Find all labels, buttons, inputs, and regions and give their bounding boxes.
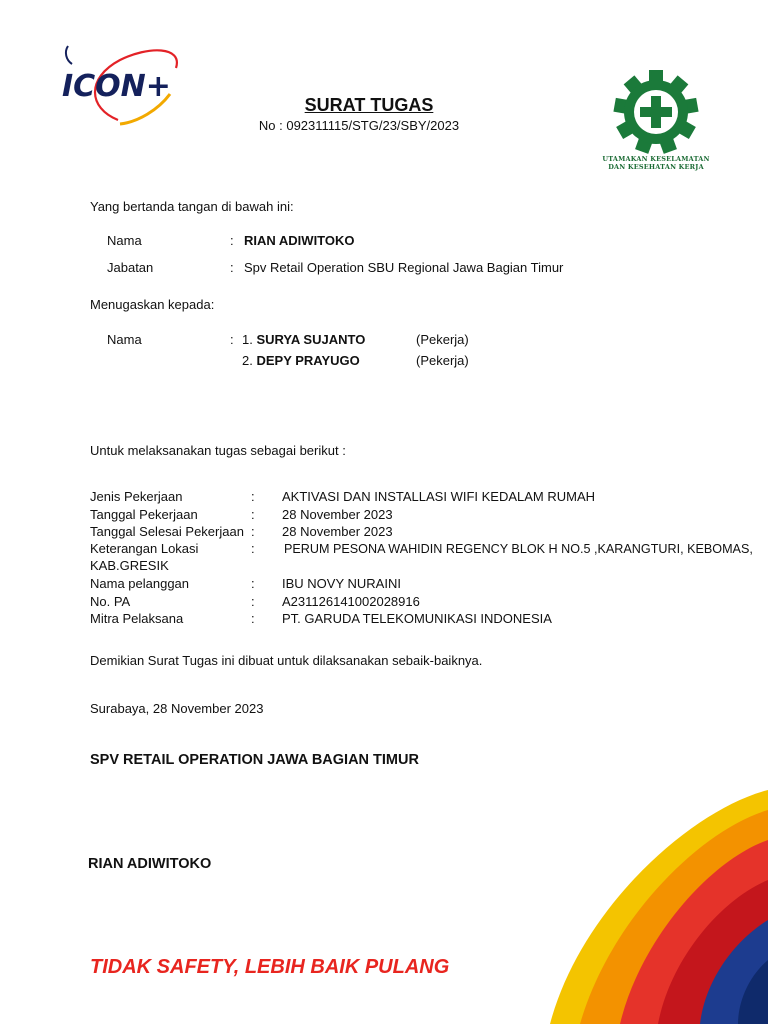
assignee-number: 2. xyxy=(242,353,253,368)
signer-name-value: RIAN ADIWITOKO xyxy=(244,233,355,248)
colon: : xyxy=(251,594,255,609)
signature-title: SPV RETAIL OPERATION JAWA BAGIAN TIMUR xyxy=(90,752,419,768)
k3-caption: UTAMAKAN KESELAMATAN xyxy=(602,155,710,163)
colon: : xyxy=(230,233,234,248)
assignee-label: Nama xyxy=(107,332,142,347)
colon: : xyxy=(251,524,255,539)
task-intro: Untuk melaksanakan tugas sebagai berikut : xyxy=(90,443,346,458)
place-date: Surabaya, 28 November 2023 xyxy=(90,701,264,716)
assignee-role: (Pekerja) xyxy=(416,353,469,368)
document-title: SURAT TUGAS xyxy=(304,95,434,115)
safety-slogan: TIDAK SAFETY, LEBIH BAIK PULANG xyxy=(90,956,450,978)
task-value-continued: KAB.GRESIK xyxy=(90,558,169,573)
signer-position-value: Spv Retail Operation SBU Regional Jawa Bagian Timur xyxy=(244,260,564,275)
task-label: Tanggal Selesai Pekerjaan xyxy=(90,524,244,539)
colon: : xyxy=(251,541,255,556)
task-label: Tanggal Pekerjaan xyxy=(90,507,198,522)
assignee-row xyxy=(242,332,365,348)
task-label: Jenis Pekerjaan xyxy=(90,489,183,504)
task-value: IBU NOVY NURAINI xyxy=(282,576,401,591)
colon: : xyxy=(251,611,255,626)
task-value: PT. GARUDA TELEKOMUNIKASI INDONESIA xyxy=(282,611,552,626)
task-value: 28 November 2023 xyxy=(282,524,393,539)
assignee-number: 1. xyxy=(242,332,253,347)
assign-intro: Menugaskan kepada: xyxy=(90,297,215,312)
closing-text: Demikian Surat Tugas ini dibuat untuk dilaksanakan sebaik-baiknya. xyxy=(90,653,483,668)
assignee-name: DEPY PRAYUGO xyxy=(256,353,360,368)
colon: : xyxy=(251,576,255,591)
task-value: 28 November 2023 xyxy=(282,507,393,522)
colon: : xyxy=(230,260,234,275)
signature-name: RIAN ADIWITOKO xyxy=(88,856,212,872)
document-number: No : 092311115/STG/23/SBY/2023 xyxy=(258,118,460,133)
colon: : xyxy=(251,507,255,522)
signer-name-label: Nama xyxy=(107,233,142,248)
assignee-role: (Pekerja) xyxy=(416,332,469,347)
task-value: PERUM PESONA WAHIDIN REGENCY BLOK H NO.5 ,KARANGTURI, KEBOMAS, xyxy=(284,542,753,556)
task-label: Mitra Pelaksana xyxy=(90,611,184,626)
k3-caption: DAN KESEHATAN KERJA xyxy=(608,163,704,171)
task-value: AKTIVASI DAN INSTALLASI WIFI KEDALAM RUMAH xyxy=(282,489,596,504)
logo-wordmark: ICON+ xyxy=(62,69,171,104)
signer-position-label: Jabatan xyxy=(107,260,154,275)
task-label: Keterangan Lokasi xyxy=(90,541,199,556)
intro-text: Yang bertanda tangan di bawah ini: xyxy=(90,199,294,214)
task-value: A231126141002028916 xyxy=(282,594,420,609)
task-label: Nama pelanggan xyxy=(90,576,190,591)
assignee-name: SURYA SUJANTO xyxy=(256,332,366,347)
task-label: No. PA xyxy=(90,594,131,609)
assignee-row xyxy=(242,353,360,369)
colon: : xyxy=(230,332,234,347)
colon: : xyxy=(251,489,255,504)
decorative-swoosh xyxy=(540,770,768,1024)
